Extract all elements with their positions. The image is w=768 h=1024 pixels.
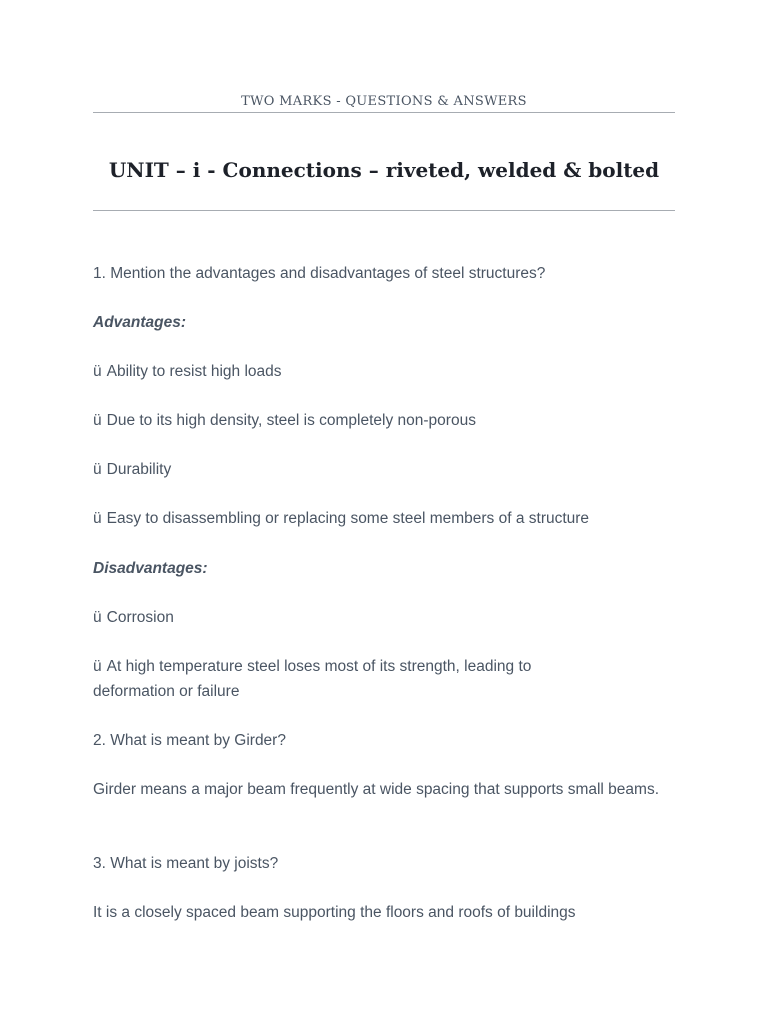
checkmark-bullet-icon: ü: [93, 363, 102, 380]
question-2: 2. What is meant by Girder?: [93, 732, 286, 749]
divider-bottom: [93, 210, 675, 211]
document-title: UNIT – i - Connections – riveted, welded & bolted: [108, 158, 660, 182]
advantage-item: [93, 458, 675, 483]
checkmark-bullet-icon: ü: [93, 412, 102, 429]
divider-top: [93, 112, 675, 113]
checkmark-bullet-icon: ü: [93, 461, 102, 478]
advantage-text: Durability: [106, 461, 172, 478]
disadvantage-text: At high temperature steel loses most of its strength, leading to deformation or failure: [93, 658, 532, 700]
advantage-item: [93, 409, 675, 434]
advantage-text: Easy to disassembling or replacing some steel members of a structure: [106, 510, 590, 527]
advantage-item: [93, 507, 675, 532]
answer-3: It is a closely spaced beam supporting the floors and roofs of buildings: [93, 904, 576, 921]
answer-2: Girder means a major beam frequently at wide spacing that supports small beams.: [93, 781, 660, 798]
advantage-text: Due to its high density, steel is completely non-porous: [106, 412, 476, 429]
disadvantages-heading: Disadvantages:: [93, 560, 208, 577]
checkmark-bullet-icon: ü: [93, 609, 102, 626]
advantage-text: Ability to resist high loads: [106, 363, 282, 380]
disadvantage-text: Corrosion: [106, 609, 174, 626]
advantage-item: [93, 360, 675, 385]
advantages-heading: Advantages:: [93, 314, 187, 331]
question-1: 1. Mention the advantages and disadvantages of steel structures?: [93, 265, 546, 282]
checkmark-bullet-icon: ü: [93, 658, 102, 675]
document-subtitle: TWO MARKS - QUESTIONS & ANSWERS: [241, 94, 527, 109]
disadvantage-item: [93, 655, 593, 704]
question-3: 3. What is meant by joists?: [93, 855, 279, 872]
checkmark-bullet-icon: ü: [93, 510, 102, 527]
disadvantage-item: [93, 606, 675, 631]
